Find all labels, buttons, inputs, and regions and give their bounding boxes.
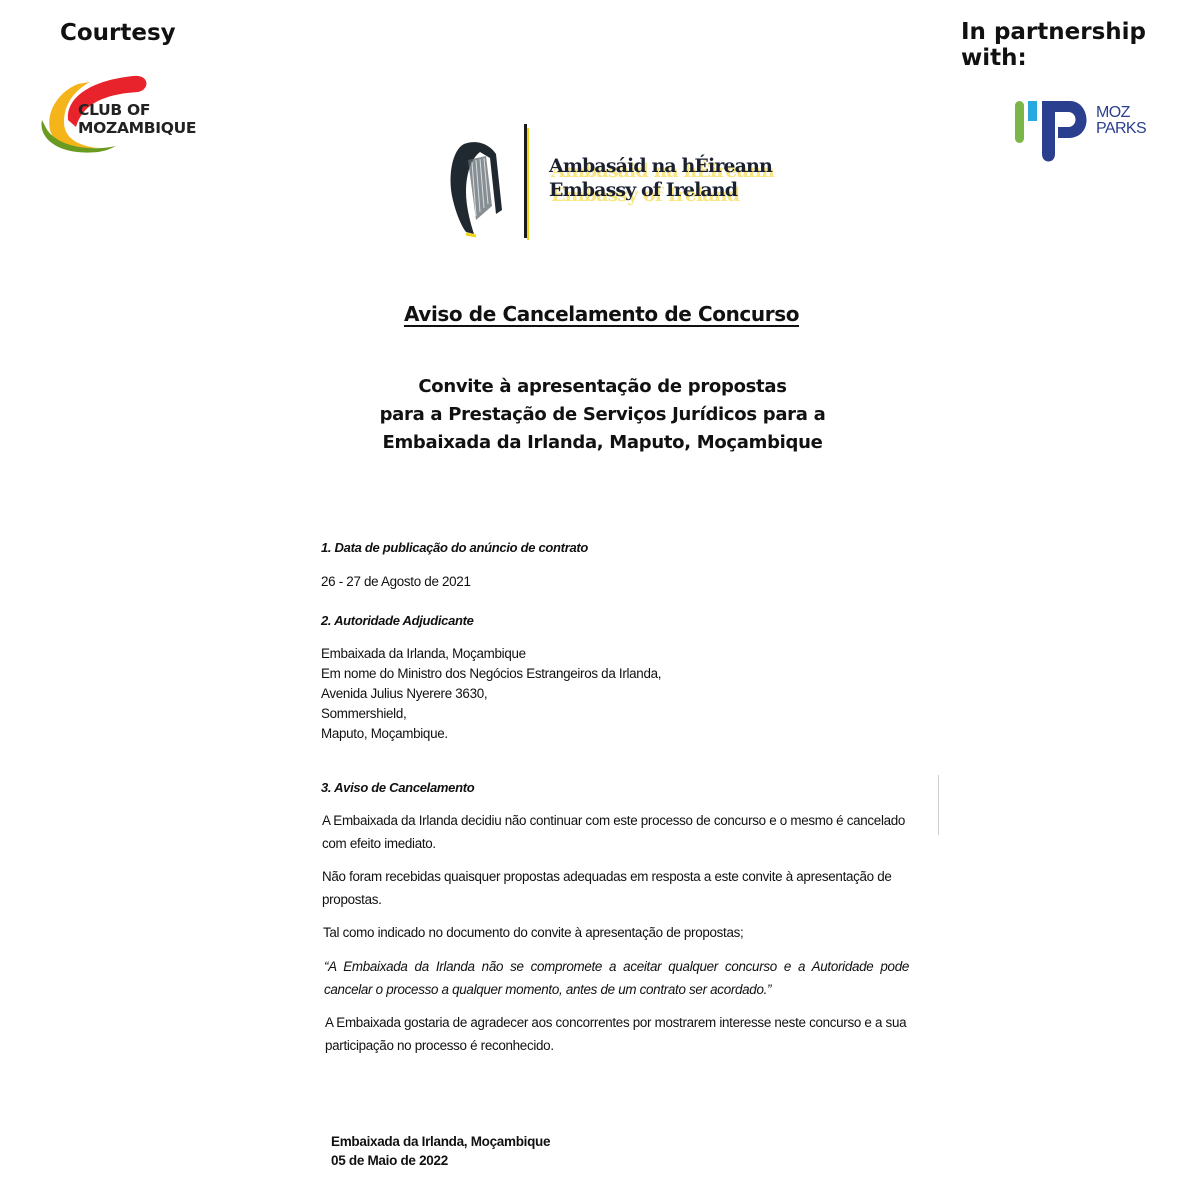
address-line: Em nome do Ministro dos Negócios Estrangeiros da Irlanda, (321, 666, 662, 681)
signature-block (331, 1132, 550, 1170)
section-2-address (321, 644, 661, 744)
embassy-letterhead (446, 124, 786, 244)
section-1-heading: 1. Data de publicação do anúncio de contrato (321, 540, 589, 555)
partnership-label: In partnership with: (961, 19, 1146, 71)
section-3-paragraph: A Embaixada gostaria de agradecer aos concorrentes por mostrarem interesse neste concurso e a sua participação no processo é reconhecido. (325, 1015, 907, 1053)
section-1-date: 26 - 27 de Agosto de 2021 (321, 574, 471, 589)
irish-harp-icon (446, 136, 508, 240)
address-line: Sommershield, (321, 706, 407, 721)
signature-date: 05 de Maio de 2022 (331, 1153, 448, 1168)
mozparks-logo-line1: MOZ (1096, 104, 1130, 121)
mozparks-logo-line2: PARKS (1096, 120, 1147, 137)
subtitle-line: Convite à apresentação de propostas (418, 376, 787, 397)
club-logo-line2: MOZAMBIQUE (78, 119, 197, 137)
mozparks-mark-icon (1012, 98, 1092, 164)
subtitle-line: para a Prestação de Serviços Jurídicos para a (379, 404, 826, 425)
section-3-paragraph: A Embaixada da Irlanda decidiu não continuar com este processo de concurso e o mesmo é cancelado com efeito imediato. (322, 813, 906, 851)
document-title: Aviso de Cancelamento de Concurso (403, 302, 800, 326)
letterhead-divider-shadow (527, 128, 529, 240)
courtesy-label: Courtesy (60, 20, 176, 46)
section-3-paragraph: Não foram recebidas quaisquer propostas adequadas em resposta a este convite à apresentação de propostas. (322, 869, 892, 907)
mozparks-logo (1012, 98, 1152, 164)
embassy-irish-name: Ambasáid na hÉireann (549, 155, 772, 177)
address-line: Maputo, Moçambique. (321, 726, 448, 741)
section-3-paragraph: Tal como indicado no documento do convite à apresentação de propostas; (323, 925, 744, 940)
address-line: Avenida Julius Nyerere 3630, (321, 686, 488, 701)
section-2-heading: 2. Autoridade Adjudicante (321, 613, 474, 628)
address-line: Embaixada da Irlanda, Moçambique (321, 646, 526, 661)
signature-line1: Embaixada da Irlanda, Moçambique (331, 1134, 551, 1149)
section-3-quote: “A Embaixada da Irlanda não se compromete a aceitar qualquer concurso e a Autoridade pode cancelar o processo a qualquer momento, antes de um contrato ser acordado.” (324, 959, 909, 997)
subtitle-line: Embaixada da Irlanda, Maputo, Moçambique (382, 432, 823, 453)
embassy-english-name: Embassy of Ireland (549, 179, 738, 201)
club-of-mozambique-logo (38, 72, 208, 157)
scan-edge-line (938, 775, 939, 835)
document-subtitle (0, 373, 1200, 457)
club-logo-line1: CLUB OF (78, 101, 151, 119)
section-3-heading: 3. Aviso de Cancelamento (321, 780, 475, 795)
